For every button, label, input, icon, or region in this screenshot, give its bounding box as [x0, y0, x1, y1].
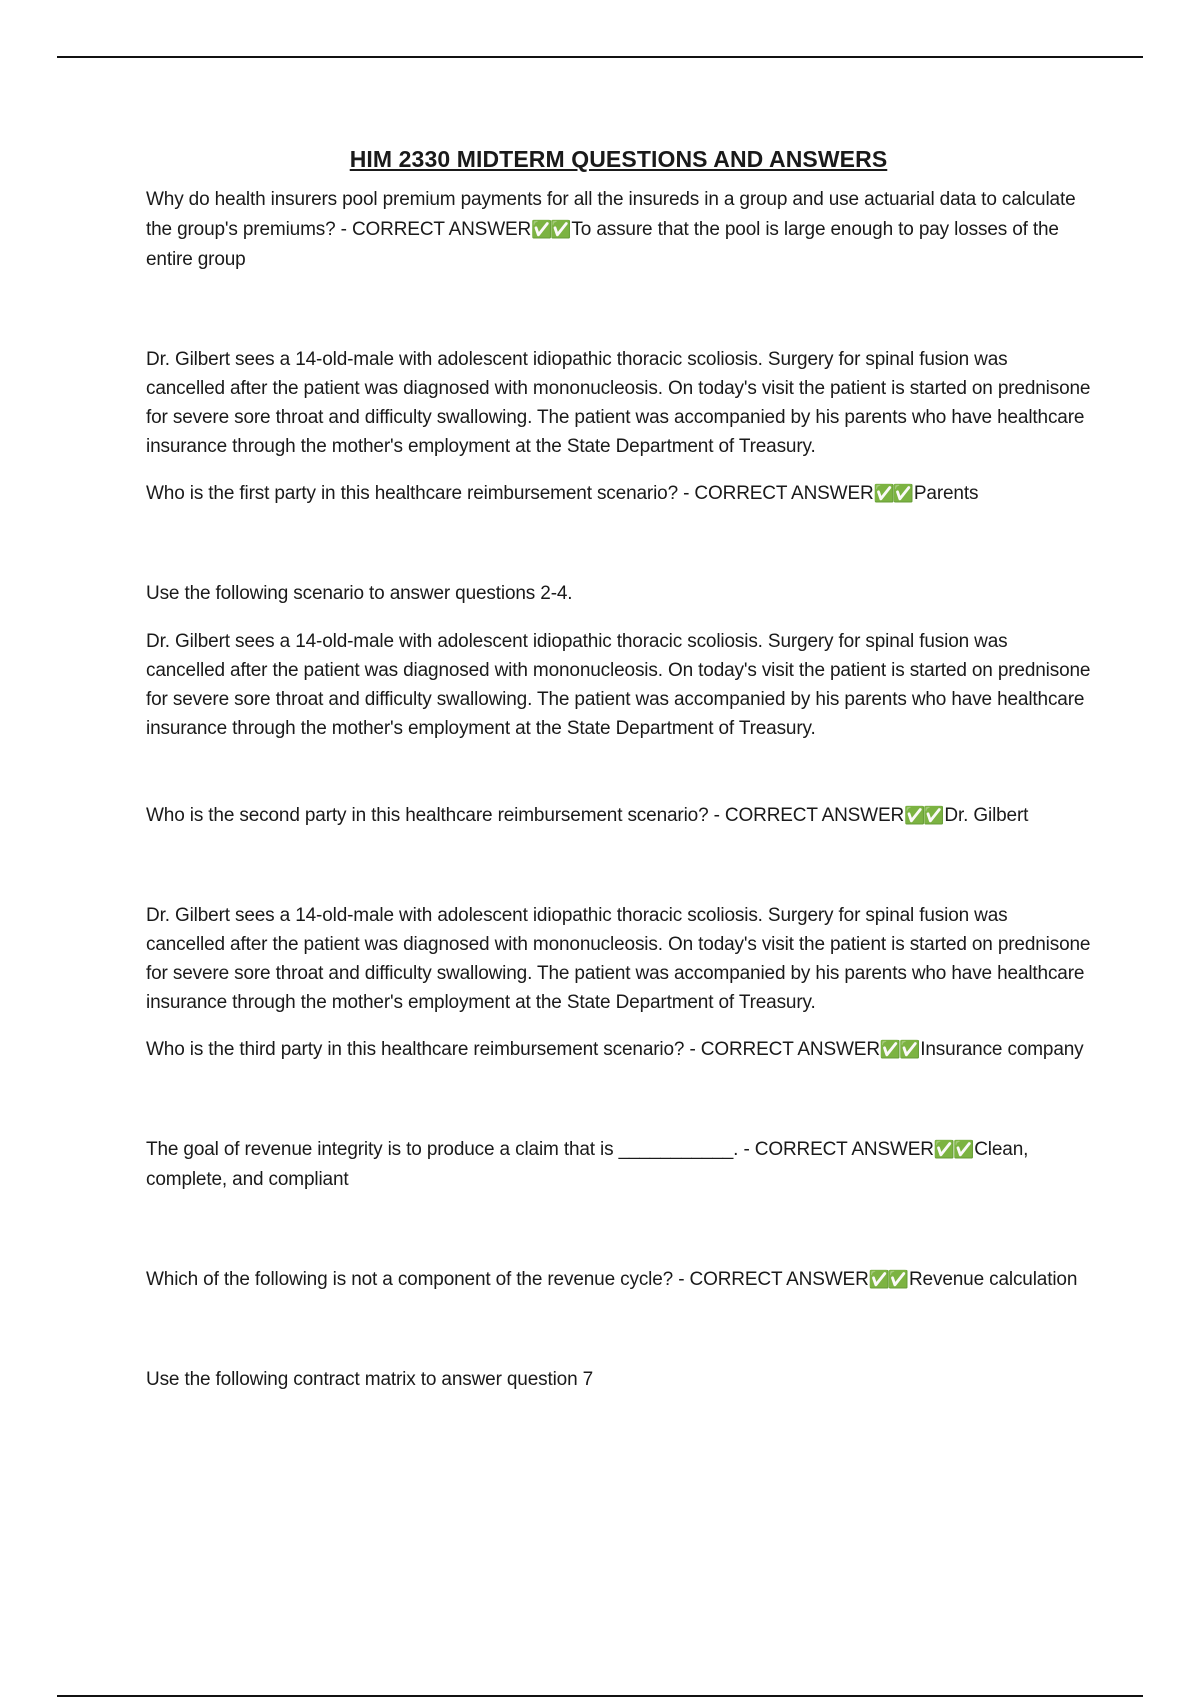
answer-text: Dr. Gilbert	[944, 805, 1029, 826]
document-body	[146, 146, 1091, 1413]
question-text: Who is the second party in this healthcare reimbursement scenario?	[146, 805, 709, 826]
double-check-icon: ✅✅	[868, 1270, 907, 1290]
answer-text: Insurance company	[920, 1039, 1084, 1060]
footer-rule	[57, 1695, 1143, 1697]
question-text: The goal of revenue integrity is to produce a claim that is ___________.	[146, 1139, 739, 1160]
question-text: Which of the following is not a component of the revenue cycle?	[146, 1269, 674, 1290]
qa-item-5	[146, 1135, 1091, 1195]
answer-text: Revenue calculation	[908, 1269, 1078, 1290]
qa-item-3	[146, 801, 1091, 831]
scenario-text: Dr. Gilbert sees a 14-old-male with adolescent idiopathic thoracic scoliosis. Surgery for spinal fusion was cancelled after the patient was diagnosed with mononucleosis. On today's visit the patient is started on prednisone for severe sore throat and difficulty swallowing. The patient was accompanied by his parents who have healthcare insurance through the mother's employment at the State Department of Treasury.	[146, 349, 1091, 457]
double-check-icon: ✅✅	[904, 806, 943, 826]
scenario-text: Dr. Gilbert sees a 14-old-male with adolescent idiopathic thoracic scoliosis. Surgery for spinal fusion was cancelled after the patient was diagnosed with mononucleosis. On today's visit the patient is started on prednisone for severe sore throat and difficulty swallowing. The patient was accompanied by his parents who have healthcare insurance through the mother's employment at the State Department of Treasury.	[146, 631, 1091, 739]
scenario-text: Dr. Gilbert sees a 14-old-male with adolescent idiopathic thoracic scoliosis. Surgery for spinal fusion was cancelled after the patient was diagnosed with mononucleosis. On today's visit the patient is started on prednisone for severe sore throat and difficulty swallowing. The patient was accompanied by his parents who have healthcare insurance through the mother's employment at the State Department of Treasury.	[146, 905, 1091, 1013]
answer-marker: - CORRECT ANSWER	[738, 1139, 934, 1160]
answer-marker: - CORRECT ANSWER	[708, 805, 905, 826]
double-check-icon: ✅✅	[933, 1140, 973, 1160]
answer-marker: - CORRECT ANSWER	[677, 483, 874, 504]
question-text: Who is the first party in this healthcare reimbursement scenario?	[146, 483, 678, 504]
double-check-icon: ✅✅	[531, 220, 570, 240]
answer-marker: - CORRECT ANSWER	[684, 1039, 880, 1060]
answer-text: Parents	[913, 483, 979, 504]
document-title: HIM 2330 MIDTERM QUESTIONS AND ANSWERS	[349, 146, 888, 172]
question-text: Who is the third party in this healthcare reimbursement scenario?	[146, 1039, 685, 1060]
answer-text: To assure that the pool is large enough to pay losses of the entire group	[146, 219, 1059, 270]
answer-marker: - CORRECT ANSWER	[673, 1269, 869, 1290]
header-rule	[57, 56, 1143, 58]
qa-item-1	[146, 185, 1091, 275]
answer-text: Clean, complete, and compliant	[146, 1139, 1029, 1190]
double-check-icon: ✅✅	[879, 1040, 919, 1060]
answer-marker: - CORRECT ANSWER	[335, 219, 532, 240]
qa-item-2	[146, 479, 1091, 509]
instruction-text: Use the following scenario to answer questions 2-4.	[146, 583, 573, 604]
qa-item-6	[146, 1265, 1091, 1295]
double-check-icon: ✅✅	[873, 484, 912, 504]
closing-instruction: Use the following contract matrix to answer question 7	[146, 1369, 594, 1390]
qa-item-4	[146, 1035, 1091, 1065]
question-text: Why do health insurers pool premium payments for all the insureds in a group and use actuarial data to calculate the group's premiums?	[146, 189, 1076, 240]
